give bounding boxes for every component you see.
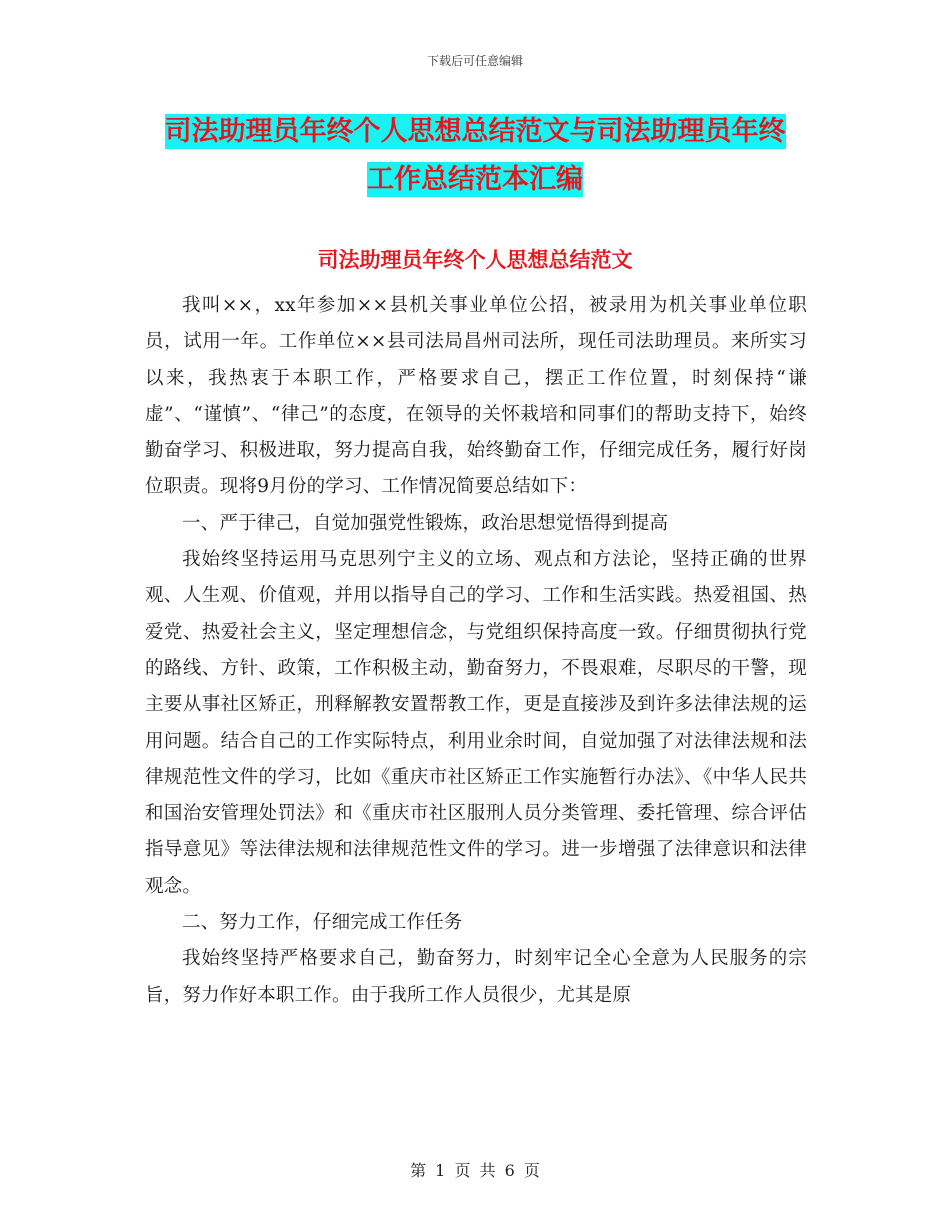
page-footer: 第 1 页 共 6 页: [410, 1161, 540, 1180]
paragraph-intro: 我叫××，xx年参加××县机关事业单位公招，被录用为机关事业单位职员，试用一年。工作单位××县司法局昌州司法所，现任司法助理员。来所实习以来，我热衷于本职工作，严格要求自己，摆正工作位置，时刻保持“谦虚”、“谨慎”、“律己”的态度，在领导的关怀栽培和同事们的帮助支持下，始终勤奋学习、积极进取，努力提高自我，始终勤奋工作，仔细完成任务，履行好岗位职责。现将9月份的学习、工作情况简要总结如下：: [145, 295, 807, 498]
section-title: 司法助理员年终个人思想总结范文: [317, 248, 633, 272]
paragraph-heading-1: 一、严于律己，自觉加强党性锻炼，政治思想觉悟得到提高: [182, 512, 669, 534]
document-title-line1: 司法助理员年终个人思想总结范文与司法助理员年终: [164, 116, 786, 147]
document-body: [145, 288, 807, 1014]
document-title: [0, 108, 950, 204]
paragraph-section-1: 我始终坚持运用马克思列宁主义的立场、观点和方法论，坚持正确的世界观、人生观、价值观，并用以指导自己的学习、工作和生活实践。热爱祖国、热爱党、热爱社会主义，坚定理想信念，与党组织保持高度一致。仔细贯彻执行党的路线、方针、政策，工作积极主动，勤奋努力，不畏艰难，尽职尽的干警，现主要从事社区矫正，刑释解教安置帮教工作，更是直接涉及到许多法律法规的运用问题。结合自己的工作实际特点，利用业余时间，自觉加强了对法律法规和法律规范性文件的学习，比如《重庆市社区矫正工作实施暂行办法》、《中华人民共和国治安管理处罚法》和《重庆市社区服刑人员分类管理、委托管理、综合评估指导意见》等法律法规和法律规范性文件的学习。进一步增强了法律意识和法律观念。: [145, 549, 807, 897]
paragraph-section-2: 我始终坚持严格要求自己，勤奋努力，时刻牢记全心全意为人民服务的宗旨，努力作好本职工作。由于我所工作人员很少，尤其是原: [145, 948, 807, 1006]
header-note: 下载后可任意编辑: [426, 54, 523, 68]
document-title-line2: 工作总结范本汇编: [367, 164, 583, 195]
paragraph-heading-2: 二、努力工作，仔细完成工作任务: [182, 912, 463, 934]
